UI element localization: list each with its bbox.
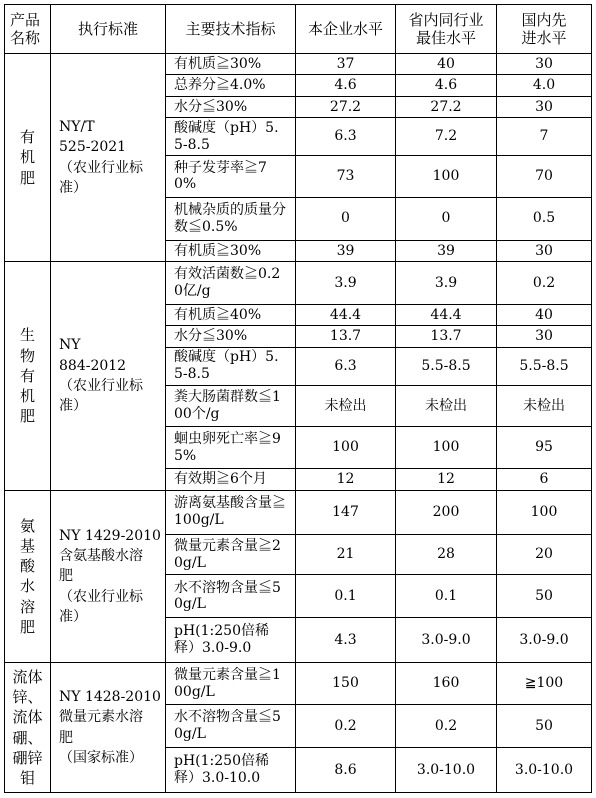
national-advanced-value: 3.0-10.0 [497, 747, 592, 792]
header-indicator: 主要技术指标 [166, 5, 296, 54]
indicator-text: pH(1:250倍稀释）3.0-9.0 [174, 623, 269, 657]
indicator-cell [166, 305, 296, 326]
company-value: 0 [296, 197, 396, 240]
indicator-cell [166, 262, 296, 305]
company-value: 4.6 [296, 75, 396, 96]
indicator-text: 酸碱度（pH）5.5-8.5 [174, 349, 279, 383]
province-best-value: 200 [396, 490, 497, 534]
indicator-text: 总养分≧4.0% [174, 77, 266, 94]
header-national-advanced: 国内先 进水平 [497, 5, 592, 54]
province-best-value: 3.0-9.0 [396, 618, 497, 663]
national-advanced-value: 30 [497, 240, 592, 261]
national-advanced-value: 40 [497, 305, 592, 326]
company-value: 3.9 [296, 262, 396, 305]
national-advanced-value: 5.5-8.5 [497, 347, 592, 385]
province-best-value: 未检出 [396, 385, 497, 427]
province-best-value: 0.2 [396, 705, 497, 748]
indicator-text: 种子发芽率≧70% [174, 159, 267, 193]
indicator-cell [166, 427, 296, 469]
national-advanced-value: 50 [497, 575, 592, 618]
header-standard: 执行标准 [51, 5, 166, 54]
indicator-cell [166, 534, 296, 575]
company-value: 21 [296, 534, 396, 575]
company-value: 100 [296, 427, 396, 469]
product-name-cell: 生 物 有 机 肥 [5, 262, 51, 491]
product-name-cell: 氨 基 酸 水 溶 肥 [5, 490, 51, 662]
national-advanced-value: 6 [497, 469, 592, 490]
province-best-value: 39 [396, 240, 497, 261]
header-province-best: 省内同行业 最佳水平 [396, 5, 497, 54]
indicator-text: 有机质≧30% [174, 242, 262, 259]
indicator-cell [166, 75, 296, 96]
national-advanced-value: 0.5 [497, 197, 592, 240]
table-row [5, 53, 592, 74]
header-company-level: 本企业水平 [296, 5, 396, 54]
province-best-value: 44.4 [396, 305, 497, 326]
national-advanced-value: 70 [497, 156, 592, 198]
indicator-text: 水不溶物含量≦50g/L [174, 579, 281, 613]
company-value: 0.2 [296, 705, 396, 748]
national-advanced-value: 100 [497, 490, 592, 534]
national-advanced-value: 4.0 [497, 75, 592, 96]
national-advanced-value: 0.2 [497, 262, 592, 305]
national-advanced-value: 30 [497, 53, 592, 74]
province-best-value: 100 [396, 427, 497, 469]
standard-cell: NY/T 525-2021 （农业行业标 准） [51, 53, 166, 261]
indicator-text: 有机质≧40% [174, 306, 262, 323]
indicator-text: 水分≦30% [174, 98, 248, 115]
national-advanced-value: 95 [497, 427, 592, 469]
national-advanced-value: 未检出 [497, 385, 592, 427]
province-best-value: 0 [396, 197, 497, 240]
table-body [5, 5, 592, 793]
province-best-value: 160 [396, 663, 497, 705]
province-best-value: 100 [396, 156, 497, 198]
table-row [5, 490, 592, 534]
indicator-cell [166, 326, 296, 347]
province-best-value: 0.1 [396, 575, 497, 618]
product-name-cell: 流体 锌、 流体 硼、 硼锌 钼 [5, 663, 51, 793]
national-advanced-value: ≧100 [497, 663, 592, 705]
national-advanced-value: 20 [497, 534, 592, 575]
company-value: 37 [296, 53, 396, 74]
indicator-text: 蛔虫卵死亡率≧95% [174, 431, 281, 464]
indicator-text: 有效活菌数≧0.20亿/g [174, 266, 281, 300]
header-product-name: 产品 名称 [5, 5, 51, 54]
national-advanced-value: 50 [497, 705, 592, 748]
indicator-text: 粪大肠菌群数≦100个/g [174, 389, 281, 423]
company-value: 39 [296, 240, 396, 261]
indicator-cell [166, 663, 296, 705]
indicator-text: 机械杂质的质量分数≦0.5% [174, 201, 286, 235]
province-best-value: 3.0-10.0 [396, 747, 497, 792]
company-value: 0.1 [296, 575, 396, 618]
company-value: 44.4 [296, 305, 396, 326]
header-row [5, 5, 592, 54]
province-best-value: 7.2 [396, 118, 497, 156]
standard-cell: NY 1429-2010 含氨基酸水溶 肥 （农业行业标 准） [51, 490, 166, 662]
indicator-cell [166, 118, 296, 156]
company-value: 150 [296, 663, 396, 705]
national-advanced-value: 3.0-9.0 [497, 618, 592, 663]
national-advanced-value: 30 [497, 96, 592, 117]
indicator-cell [166, 385, 296, 427]
table-row [5, 262, 592, 305]
standards-comparison-table [4, 4, 592, 793]
indicator-cell [166, 197, 296, 240]
indicator-text: pH(1:250倍稀释）3.0-10.0 [174, 753, 269, 786]
indicator-text: 有机质≧30% [174, 55, 262, 72]
indicator-text: 水不溶物含量≦50g/L [174, 709, 281, 742]
table-row [5, 663, 592, 705]
national-advanced-value: 7 [497, 118, 592, 156]
indicator-cell [166, 240, 296, 261]
province-best-value: 12 [396, 469, 497, 490]
company-value: 147 [296, 490, 396, 534]
province-best-value: 3.9 [396, 262, 497, 305]
company-value: 27.2 [296, 96, 396, 117]
company-value: 12 [296, 469, 396, 490]
company-value: 未检出 [296, 385, 396, 427]
company-value: 6.3 [296, 118, 396, 156]
company-value: 4.3 [296, 618, 396, 663]
indicator-cell [166, 347, 296, 385]
indicator-text: 水分≦30% [174, 328, 248, 345]
province-best-value: 13.7 [396, 326, 497, 347]
standard-cell: NY 1428-2010 微量元素水溶 肥 （国家标准） [51, 663, 166, 793]
province-best-value: 40 [396, 53, 497, 74]
product-name-cell: 有 机 肥 [5, 53, 51, 261]
indicator-text: 游离氨基酸含量≧100g/L [174, 495, 286, 529]
company-value: 73 [296, 156, 396, 198]
province-best-value: 4.6 [396, 75, 497, 96]
indicator-cell [166, 469, 296, 490]
indicator-cell [166, 575, 296, 618]
company-value: 8.6 [296, 747, 396, 792]
standard-cell: NY 884-2012 （农业行业标 准） [51, 262, 166, 491]
national-advanced-value: 30 [497, 326, 592, 347]
indicator-text: 酸碱度（pH）5.5-8.5 [174, 119, 279, 153]
indicator-cell [166, 156, 296, 198]
indicator-text: 微量元素含量≧100g/L [174, 666, 281, 700]
province-best-value: 28 [396, 534, 497, 575]
indicator-cell [166, 705, 296, 748]
indicator-text: 微量元素含量≧20g/L [174, 537, 281, 571]
province-best-value: 5.5-8.5 [396, 347, 497, 385]
indicator-text: 有效期≧6个月 [174, 471, 267, 488]
company-value: 13.7 [296, 326, 396, 347]
company-value: 6.3 [296, 347, 396, 385]
province-best-value: 27.2 [396, 96, 497, 117]
indicator-cell [166, 618, 296, 663]
indicator-cell [166, 747, 296, 792]
indicator-cell [166, 96, 296, 117]
indicator-cell [166, 490, 296, 534]
indicator-cell [166, 53, 296, 74]
